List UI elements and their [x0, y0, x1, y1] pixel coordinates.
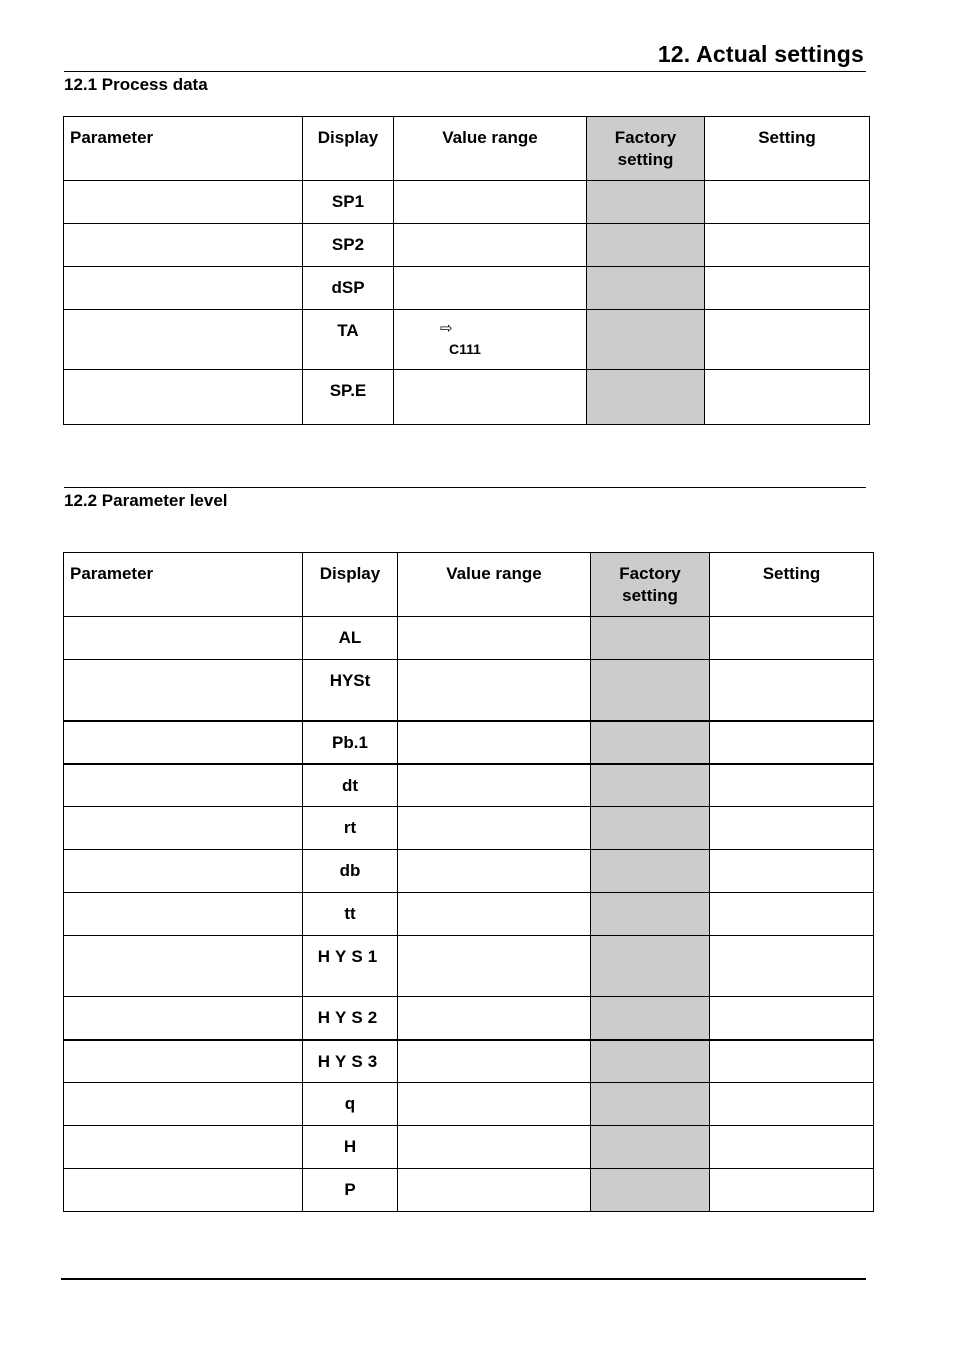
- table-row: [64, 617, 874, 660]
- display-cell: TA: [303, 310, 394, 370]
- display-cell: tt: [303, 893, 398, 936]
- table-row: [64, 997, 874, 1040]
- setting-cell: [710, 1126, 874, 1169]
- parameter-cell: [64, 617, 303, 660]
- parameter-cell: [64, 267, 303, 310]
- value-range-cell: [398, 617, 591, 660]
- display-cell: rt: [303, 807, 398, 850]
- display-cell: SP2: [303, 224, 394, 267]
- parameter-cell: [64, 181, 303, 224]
- table-row: [64, 1126, 874, 1169]
- parameter-cell: [64, 1126, 303, 1169]
- factory-setting-cell: [587, 310, 705, 370]
- factory-setting-cell: [587, 224, 705, 267]
- parameter-cell: [64, 721, 303, 764]
- parameter-cell: [64, 893, 303, 936]
- factory-setting-cell: [591, 1169, 710, 1212]
- column-header-display: Display: [303, 117, 394, 181]
- column-header-factory-setting: [591, 553, 710, 617]
- setting-cell: [705, 181, 870, 224]
- parameter-cell: [64, 764, 303, 807]
- table-row: [64, 181, 870, 224]
- factory-setting-cell: [587, 267, 705, 310]
- display-cell: q: [303, 1083, 398, 1126]
- factory-setting-cell: [591, 1126, 710, 1169]
- factory-header-line1: Factory: [619, 564, 681, 583]
- factory-setting-cell: [591, 764, 710, 807]
- display-cell: dt: [303, 764, 398, 807]
- column-header-value-range: Value range: [398, 553, 591, 617]
- parameter-cell: [64, 1040, 303, 1083]
- setting-cell: [710, 617, 874, 660]
- value-range-cell: [398, 721, 591, 764]
- display-cell: SP1: [303, 181, 394, 224]
- table-row: [64, 1040, 874, 1083]
- factory-setting-cell: [591, 1040, 710, 1083]
- table-row: [64, 224, 870, 267]
- factory-setting-cell: [591, 807, 710, 850]
- setting-cell: [710, 807, 874, 850]
- value-range-cell: [398, 850, 591, 893]
- value-range-cell: [394, 224, 587, 267]
- section-divider: [64, 487, 866, 488]
- factory-header-line1: Factory: [614, 128, 677, 147]
- header-rule: [64, 71, 866, 72]
- reference-arrow-icon: ⇨: [440, 320, 453, 337]
- value-range-cell: [398, 807, 591, 850]
- table-row: [64, 310, 870, 370]
- table-row: [64, 267, 870, 310]
- factory-setting-cell: [591, 936, 710, 997]
- value-range-cell: [394, 181, 587, 224]
- parameter-cell: [64, 997, 303, 1040]
- setting-cell: [705, 370, 870, 425]
- setting-cell: [710, 1169, 874, 1212]
- value-range-cell: [398, 1040, 591, 1083]
- factory-setting-cell: [587, 181, 705, 224]
- setting-cell: [710, 997, 874, 1040]
- factory-setting-cell: [591, 1083, 710, 1126]
- table-row: [64, 721, 874, 764]
- column-header-setting: Setting: [710, 553, 874, 617]
- column-header-value-range: Value range: [394, 117, 587, 181]
- page-title: 12. Actual settings: [657, 41, 864, 67]
- value-range-cell: [398, 660, 591, 721]
- parameter-cell: [64, 850, 303, 893]
- parameter-cell: [64, 370, 303, 425]
- section-title-process-data: 12.1 Process data: [64, 75, 208, 94]
- value-range-cell: [398, 997, 591, 1040]
- parameter-cell: [64, 224, 303, 267]
- table-row: [64, 850, 874, 893]
- column-header-parameter: Parameter: [64, 117, 303, 181]
- table-header-row: [64, 553, 874, 617]
- setting-cell: [710, 764, 874, 807]
- process-data-table: [63, 116, 870, 425]
- factory-setting-cell: [591, 850, 710, 893]
- setting-cell: [710, 936, 874, 997]
- value-range-cell: [394, 370, 587, 425]
- parameter-cell: [64, 807, 303, 850]
- column-header-factory-setting: [587, 117, 705, 181]
- factory-setting-cell: [591, 660, 710, 721]
- display-cell: HYS2: [303, 997, 398, 1040]
- setting-cell: [710, 1040, 874, 1083]
- table-row: [64, 893, 874, 936]
- factory-setting-cell: [591, 617, 710, 660]
- parameter-cell: [64, 936, 303, 997]
- setting-cell: [710, 1083, 874, 1126]
- value-range-cell: [398, 764, 591, 807]
- display-cell: HYS3: [303, 1040, 398, 1083]
- table-header-row: [64, 117, 870, 181]
- footer-rule: [61, 1278, 866, 1280]
- column-header-display: Display: [303, 553, 398, 617]
- display-cell: dSP: [303, 267, 394, 310]
- parameter-cell: [64, 1169, 303, 1212]
- setting-cell: [710, 850, 874, 893]
- column-header-setting: Setting: [705, 117, 870, 181]
- parameter-level-table: [63, 552, 874, 1212]
- setting-cell: [710, 893, 874, 936]
- display-cell: SP.E: [303, 370, 394, 425]
- table-row: [64, 370, 870, 425]
- setting-cell: [710, 660, 874, 721]
- display-cell: AL: [303, 617, 398, 660]
- parameter-cell: [64, 310, 303, 370]
- display-cell: Pb.1: [303, 721, 398, 764]
- value-range-cell: [398, 1126, 591, 1169]
- setting-cell: [710, 721, 874, 764]
- display-cell: H: [303, 1126, 398, 1169]
- factory-setting-cell: [591, 721, 710, 764]
- display-cell: HYSt: [303, 660, 398, 721]
- setting-cell: [705, 224, 870, 267]
- table-row: [64, 660, 874, 721]
- table-row: [64, 1169, 874, 1212]
- column-header-parameter: Parameter: [64, 553, 303, 617]
- table-row: [64, 936, 874, 997]
- value-range-cell: [394, 310, 587, 370]
- value-range-cell: [398, 1083, 591, 1126]
- value-range-cell: [398, 893, 591, 936]
- factory-setting-cell: [591, 997, 710, 1040]
- factory-setting-cell: [591, 893, 710, 936]
- table-row: [64, 807, 874, 850]
- factory-header-line2: setting: [617, 150, 674, 169]
- display-cell: db: [303, 850, 398, 893]
- factory-setting-cell: [587, 370, 705, 425]
- parameter-cell: [64, 1083, 303, 1126]
- section-title-parameter-level: 12.2 Parameter level: [64, 491, 228, 510]
- display-cell: HYS1: [303, 936, 398, 997]
- table-row: [64, 1083, 874, 1126]
- value-range-cell: [398, 1169, 591, 1212]
- value-range-cell: [394, 267, 587, 310]
- factory-header-line2: setting: [622, 586, 678, 605]
- value-range-reference: C111: [449, 341, 481, 357]
- setting-cell: [705, 267, 870, 310]
- value-range-cell: [398, 936, 591, 997]
- parameter-cell: [64, 660, 303, 721]
- table-row: [64, 764, 874, 807]
- setting-cell: [705, 310, 870, 370]
- display-cell: P: [303, 1169, 398, 1212]
